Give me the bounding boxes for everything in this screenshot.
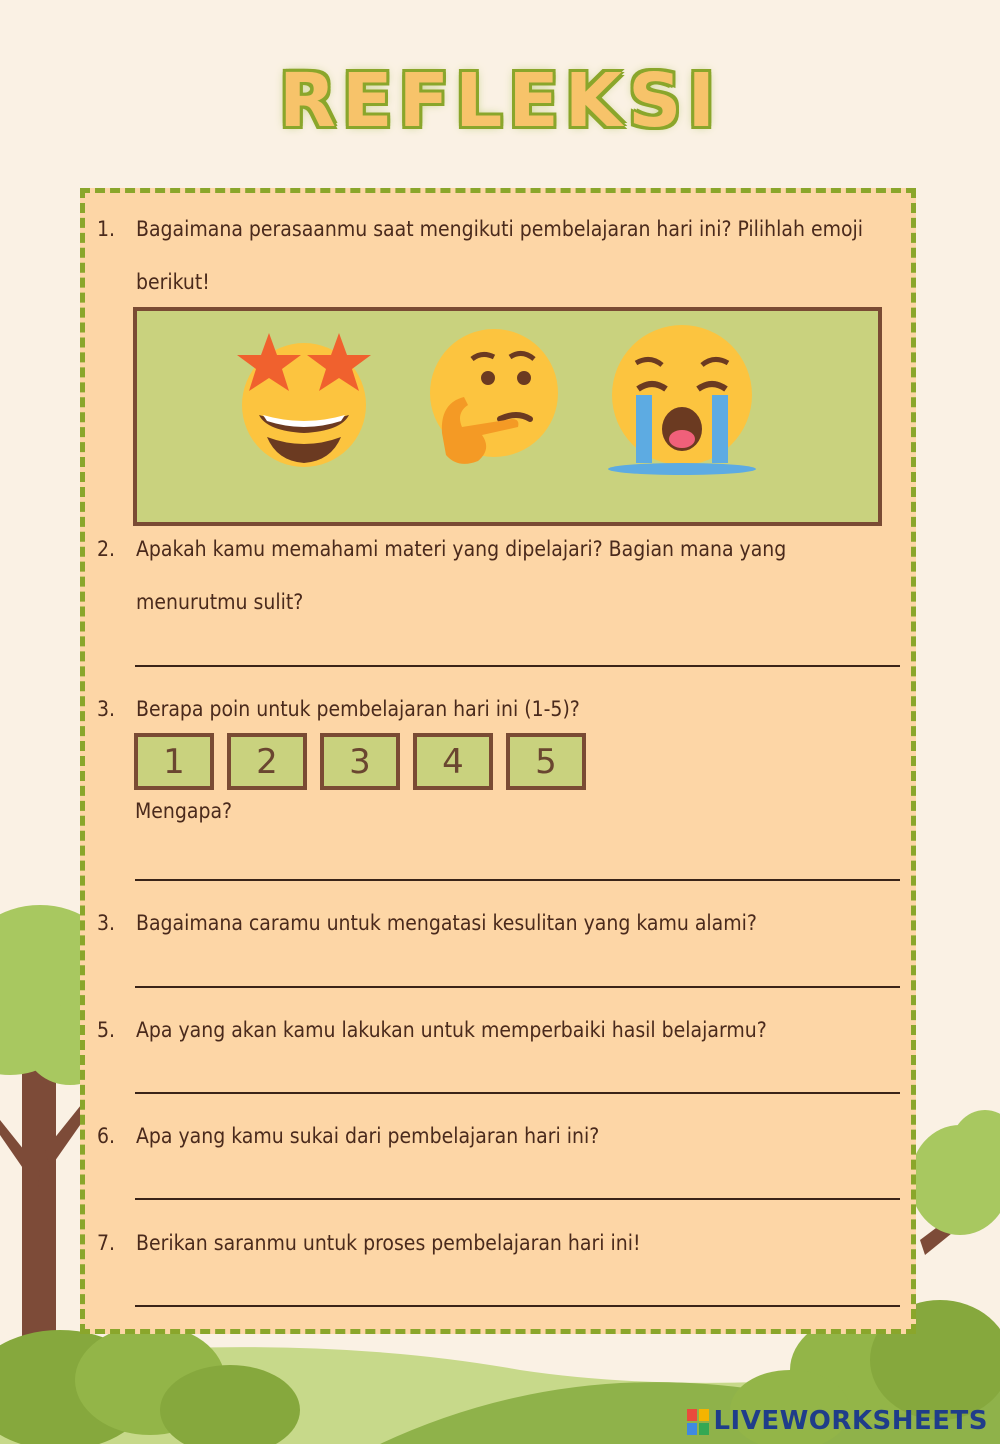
question-number: 5. <box>97 1018 116 1042</box>
question-text: Berapa poin untuk pembelajaran hari ini (1-5)? <box>136 697 580 721</box>
emoji-choice-box <box>133 307 882 526</box>
score-option-3[interactable]: 3 <box>320 733 400 790</box>
question-1 <box>97 203 907 313</box>
answer-line-3[interactable] <box>135 879 900 881</box>
brand-footer <box>687 1406 988 1436</box>
question-text: Apakah kamu memahami materi yang dipelajari? Bagian mana yang menurutmu sulit? <box>136 537 787 614</box>
answer-line-5[interactable] <box>135 1092 900 1094</box>
question-number: 3. <box>97 911 116 935</box>
crying-face-icon[interactable] <box>602 323 762 483</box>
question-text: Bagaimana perasaanmu saat mengikuti pembelajaran hari ini? Pilihlah emoji berikut! <box>136 217 864 294</box>
question-text: Apa yang akan kamu lakukan untuk memperbaiki hasil belajarmu? <box>136 1018 767 1042</box>
thinking-face-icon[interactable] <box>422 323 566 473</box>
question-text: Bagaimana caramu untuk mengatasi kesulitan yang kamu alami? <box>136 911 757 935</box>
question-number: 6. <box>97 1124 116 1148</box>
question-card <box>80 188 916 1334</box>
question-number: 1. <box>97 217 116 241</box>
score-option-2[interactable]: 2 <box>227 733 307 790</box>
answer-line-4[interactable] <box>135 986 900 988</box>
question-text: Berikan saranmu untuk proses pembelajaran hari ini! <box>136 1231 641 1255</box>
question-number: 2. <box>97 537 116 561</box>
score-option-4[interactable]: 4 <box>413 733 493 790</box>
question-text: Apa yang kamu sukai dari pembelajaran hari ini? <box>136 1124 600 1148</box>
answer-line-7[interactable] <box>135 1305 900 1307</box>
score-option-5[interactable]: 5 <box>506 733 586 790</box>
why-label: Mengapa? <box>135 799 233 823</box>
question-2 <box>97 523 907 633</box>
liveworksheets-logo-icon <box>687 1409 709 1435</box>
answer-line-6[interactable] <box>135 1198 900 1200</box>
answer-line-2[interactable] <box>135 665 900 667</box>
star-struck-icon[interactable] <box>227 323 381 473</box>
page-title: REFLEKSI <box>279 58 721 144</box>
score-option-1[interactable]: 1 <box>134 733 214 790</box>
brand-name: LIVEWORKSHEETS <box>713 1406 988 1436</box>
question-number: 7. <box>97 1231 116 1255</box>
question-number: 3. <box>97 697 116 721</box>
